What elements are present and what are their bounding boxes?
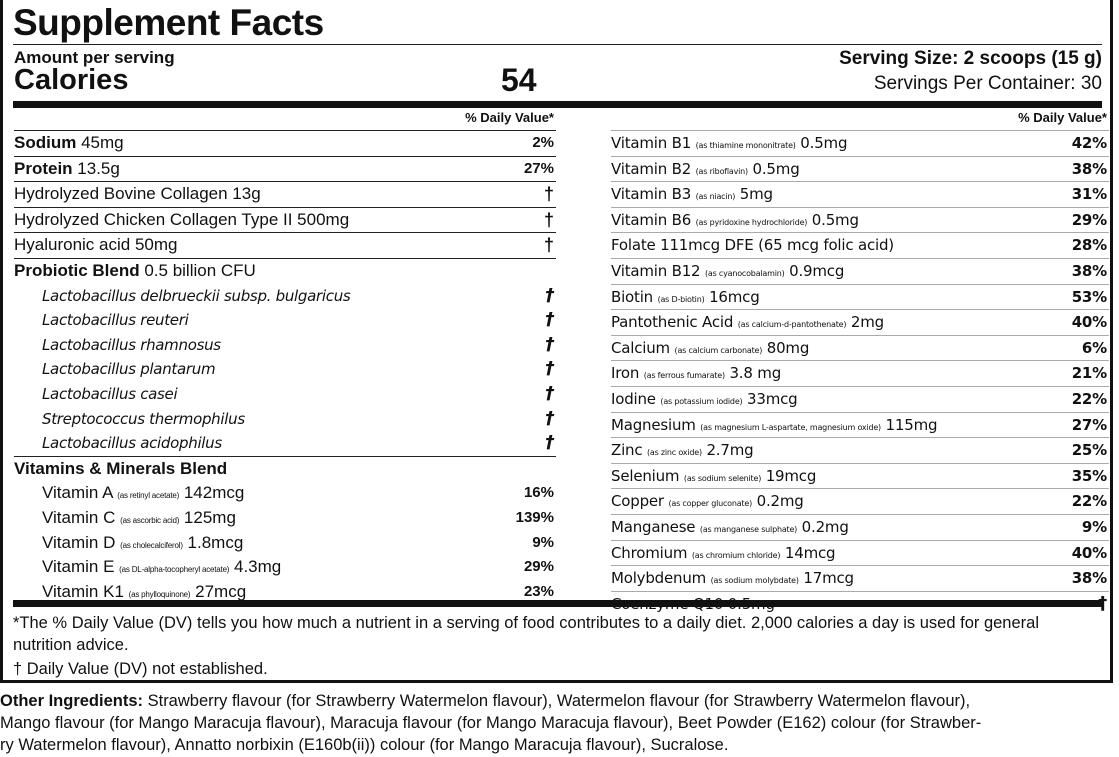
dagger-mark: † <box>543 209 554 230</box>
nutrient-source: (as manganese sulphate) <box>699 524 798 534</box>
daily-value-percent: 53% <box>1071 287 1107 306</box>
dagger-mark: † <box>545 333 554 355</box>
daily-value-percent: 21% <box>1071 364 1107 383</box>
nutrient-amount: 17mcg <box>798 569 854 588</box>
dagger-mark: † <box>1098 592 1107 614</box>
nutrient-source: (as copper gluconate) <box>668 499 753 509</box>
thick-divider <box>13 600 1102 607</box>
nutrient-amount: 19mcg <box>761 466 817 485</box>
right-nutrient-column <box>611 110 1109 616</box>
nutrient-row <box>611 386 1109 412</box>
other-ingredients-label: Other Ingredients: <box>0 692 144 710</box>
daily-value-percent: 139% <box>515 508 554 526</box>
nutrient-name: Vitamin C <box>42 507 121 527</box>
other-ingredients-line: Strawberry flavour (for Strawberry Watermelon flavour), Watermelon flavour (for Strawberry Watermelon flavour), <box>143 692 971 710</box>
other-ingredients-line: ry Watermelon flavour), Annatto norbixin (E160b(ii)) colour (for Mango Maracuja flavour), Sucralose. <box>0 736 729 754</box>
nutrient-source: (as sodium molybdate) <box>710 576 799 586</box>
nutrient-row <box>14 481 556 506</box>
nutrient-source: (as niacin) <box>695 192 736 202</box>
nutrient-row <box>611 565 1109 591</box>
nutrient-row <box>14 333 556 358</box>
nutrient-name: Selenium <box>611 466 684 485</box>
nutrient-name: Magnesium <box>611 415 701 434</box>
nutrient-row <box>611 514 1109 540</box>
nutrient-row <box>14 284 556 309</box>
daily-value-percent: 29% <box>1071 210 1107 229</box>
nutrient-name: Lactobacillus delbrueckii subsp. bulgaricus <box>42 286 351 305</box>
nutrient-name: Hydrolyzed Chicken Collagen Type II 500mg <box>14 209 350 229</box>
daily-value-percent: 29% <box>523 558 554 576</box>
nutrient-amount: 27mcg <box>190 581 247 601</box>
daily-value-percent: 38% <box>1071 159 1107 178</box>
nutrient-name-bold: Probiotic Blend <box>14 260 140 280</box>
daily-value-percent: 28% <box>1071 236 1107 255</box>
daily-value-header-label: % Daily Value* <box>1018 110 1107 125</box>
dagger-mark: † <box>545 432 554 454</box>
other-ingredients <box>0 690 1119 756</box>
nutrient-row <box>14 531 556 556</box>
daily-value-percent: 2% <box>532 134 554 151</box>
dagger-footnote: † Daily Value (DV) not established. <box>13 660 268 678</box>
nutrient-source: (as pyridoxine hydrochloride) <box>695 217 808 227</box>
nutrient-source: (as ascorbic acid) <box>120 515 180 525</box>
nutrient-amount: 142mcg <box>179 483 245 503</box>
nutrient-row <box>14 308 556 333</box>
left-nutrient-column <box>14 110 556 604</box>
nutrient-source: (as chromium chloride) <box>691 550 781 560</box>
nutrient-row <box>611 488 1109 514</box>
daily-value-percent: 40% <box>1071 543 1107 562</box>
nutrient-name: 45mg <box>76 133 124 152</box>
nutrient-source: (as potassium iodide) <box>660 396 743 406</box>
nutrient-source: (as ferrous fumarate) <box>643 371 725 381</box>
dagger-mark: † <box>545 382 554 404</box>
nutrient-name: 13.5g <box>72 158 120 178</box>
calories-label: Calories <box>14 64 129 96</box>
daily-value-percent: 9% <box>1081 517 1107 536</box>
nutrient-row <box>14 232 556 258</box>
nutrient-row <box>611 232 1109 258</box>
daily-value-percent: 22% <box>1071 389 1107 408</box>
servings-per-container: Servings Per Container: 30 <box>873 73 1102 94</box>
daily-value-percent: 40% <box>1071 313 1107 332</box>
daily-value-percent: 27% <box>1071 415 1107 434</box>
nutrient-name: Lactobacillus casei <box>42 384 178 403</box>
nutrient-row <box>14 207 556 233</box>
nutrient-name-bold: Vitamins & Minerals Blend <box>14 458 228 478</box>
nutrient-name: Folate 111mcg DFE (65 mcg folic acid) <box>611 236 894 255</box>
nutrient-name: Vitamin B6 <box>611 210 696 229</box>
nutrient-source: (as cholecalciferol) <box>120 540 183 550</box>
nutrient-name: Chromium <box>611 543 692 562</box>
nutrient-name: Vitamin B3 <box>611 185 696 204</box>
nutrient-name: Lactobacillus rhamnosus <box>42 335 221 354</box>
nutrient-source: (as sodium selenite) <box>683 473 762 483</box>
nutrient-name: Zinc <box>611 441 647 460</box>
nutrient-name-bold: Protein <box>14 158 73 178</box>
nutrient-row <box>611 360 1109 386</box>
nutrient-amount: 0.5mg <box>747 159 800 178</box>
nutrient-source: (as zinc oxide) <box>646 448 702 458</box>
calories-value: 54 <box>501 62 537 98</box>
daily-value-percent: 9% <box>532 533 554 551</box>
daily-value-percent: 6% <box>1081 338 1107 357</box>
nutrient-row <box>611 181 1109 207</box>
nutrient-amount: 33mcg <box>742 389 798 408</box>
nutrient-row <box>14 357 556 382</box>
nutrient-name: Calcium <box>611 338 675 357</box>
daily-value-footnote: *The % Daily Value (DV) tells you how much a nutrient in a serving of food contributes to a daily diet. 2,000 calories a day is used for general nutrition advice. <box>13 614 1039 654</box>
daily-value-percent: 38% <box>1071 569 1107 588</box>
nutrient-amount: 5mg <box>735 185 773 204</box>
nutrient-source: (as cyanocobalamin) <box>704 268 785 278</box>
nutrient-source: (as D-biotin) <box>657 294 705 304</box>
other-ingredients-line: Mango flavour (for Mango Maracuja flavour), Maracuja flavour (for Mango Maracuja flavour), Beet Powder (E162) colour (for Strawber- <box>0 714 982 732</box>
daily-value-percent: 35% <box>1071 466 1107 485</box>
nutrient-source: (as riboflavin) <box>695 166 748 176</box>
nutrient-name: Vitamin E <box>42 557 120 577</box>
nutrient-row <box>611 412 1109 438</box>
dagger-mark: † <box>545 407 554 429</box>
daily-value-header <box>611 110 1109 130</box>
nutrient-row <box>611 463 1109 489</box>
daily-value-percent: 27% <box>523 159 554 177</box>
daily-value-percent: 23% <box>523 582 554 600</box>
nutrient-row <box>14 456 556 482</box>
nutrient-amount: 0.2mg <box>797 517 849 536</box>
nutrient-amount: 14mcg <box>780 543 836 562</box>
nutrient-row <box>14 506 556 531</box>
dagger-mark: † <box>543 235 554 256</box>
panel-title: Supplement Facts <box>13 2 324 43</box>
nutrient-source: (as magnesium L-aspartate, magnesium oxide) <box>700 422 881 432</box>
dagger-mark: † <box>545 358 554 380</box>
nutrient-name: Biotin <box>611 287 658 306</box>
nutrient-amount: 1.8mcg <box>182 532 244 552</box>
nutrient-row <box>14 181 556 207</box>
nutrient-source: (as calcium-d-pantothenate) <box>737 320 847 330</box>
nutrient-name: Manganese <box>611 517 700 536</box>
nutrient-source: (as retinyl acetate) <box>117 491 180 501</box>
daily-value-percent: 25% <box>1071 441 1107 460</box>
thick-divider <box>13 101 1102 108</box>
nutrient-row <box>611 540 1109 566</box>
dagger-mark: † <box>543 184 554 205</box>
nutrient-amount: 0.9mcg <box>784 261 845 280</box>
nutrient-row <box>14 407 556 432</box>
nutrient-row <box>611 437 1109 463</box>
nutrient-source: (as phylloquinone) <box>128 589 191 599</box>
daily-value-percent: 16% <box>523 484 554 502</box>
daily-value-header <box>14 110 556 130</box>
nutrient-row <box>14 555 556 580</box>
nutrient-amount: 115mg <box>880 415 938 434</box>
nutrient-source: (as calcium carbonate) <box>674 345 763 355</box>
nutrient-row <box>611 309 1109 335</box>
daily-value-percent: 42% <box>1071 134 1107 152</box>
nutrient-name: Vitamin K1 <box>42 581 129 601</box>
nutrient-amount: 2mg <box>846 313 884 332</box>
nutrient-name: Vitamin B12 <box>611 261 705 280</box>
dagger-mark: † <box>545 309 554 331</box>
nutrient-name: Pantothenic Acid <box>611 313 738 332</box>
nutrient-row <box>611 130 1109 156</box>
nutrient-name: Vitamin B2 <box>611 159 696 178</box>
nutrient-name: Molybdenum <box>611 569 711 588</box>
nutrient-amount: 80mg <box>762 338 810 357</box>
nutrient-row <box>611 284 1109 310</box>
nutrient-name: Copper <box>611 492 669 511</box>
nutrient-amount: 4.3mg <box>229 557 282 577</box>
nutrient-name: Coenzyme Q10 0.5mg <box>611 594 775 613</box>
nutrient-row <box>14 382 556 407</box>
nutrient-row <box>611 335 1109 361</box>
amount-per-serving-label: Amount per serving <box>14 48 175 67</box>
nutrient-row <box>14 130 556 156</box>
nutrient-row <box>14 431 556 456</box>
nutrient-name: Lactobacillus acidophilus <box>42 434 222 453</box>
daily-value-header-label: % Daily Value* <box>465 110 554 125</box>
daily-value-percent: 22% <box>1071 492 1107 511</box>
divider <box>13 44 1102 45</box>
nutrient-name: Streptococcus thermophilus <box>42 409 245 428</box>
nutrient-name: Iron <box>611 364 644 383</box>
nutrient-row <box>611 207 1109 233</box>
serving-size: Serving Size: 2 scoops (15 g) <box>839 48 1102 69</box>
nutrient-source: (as DL-alpha-tocopheryl acetate) <box>119 565 230 575</box>
nutrient-amount: 0.2mg <box>752 492 804 511</box>
dagger-mark: † <box>545 284 554 306</box>
nutrient-amount: 125mg <box>179 507 236 527</box>
nutrient-name: Vitamin A <box>42 483 118 503</box>
nutrient-name: Hydrolyzed Bovine Collagen 13g <box>14 184 261 204</box>
daily-value-percent: 31% <box>1071 185 1107 204</box>
nutrient-row <box>14 258 556 284</box>
nutrient-amount: 16mcg <box>704 287 760 306</box>
nutrient-name: Hyaluronic acid 50mg <box>14 235 178 255</box>
nutrient-name: 0.5 billion CFU <box>139 260 256 280</box>
nutrient-amount: 3.8 mg <box>724 364 782 383</box>
nutrient-name: Vitamin B1 <box>611 134 696 152</box>
nutrient-name: Lactobacillus plantarum <box>42 360 216 379</box>
nutrient-name: Iodine <box>611 389 661 408</box>
nutrient-name-bold: Sodium <box>14 133 77 152</box>
daily-value-percent: 38% <box>1071 261 1107 280</box>
nutrient-source: (as thiamine mononitrate) <box>695 141 796 150</box>
nutrient-amount: 0.5mg <box>795 134 848 152</box>
nutrient-row <box>611 156 1109 182</box>
nutrient-name: Lactobacillus reuteri <box>42 311 189 330</box>
nutrient-row <box>611 258 1109 284</box>
nutrient-amount: 2.7mg <box>701 441 754 460</box>
nutrient-name: Vitamin D <box>42 532 121 552</box>
nutrient-row <box>14 156 556 182</box>
nutrient-amount: 0.5mg <box>807 210 859 229</box>
